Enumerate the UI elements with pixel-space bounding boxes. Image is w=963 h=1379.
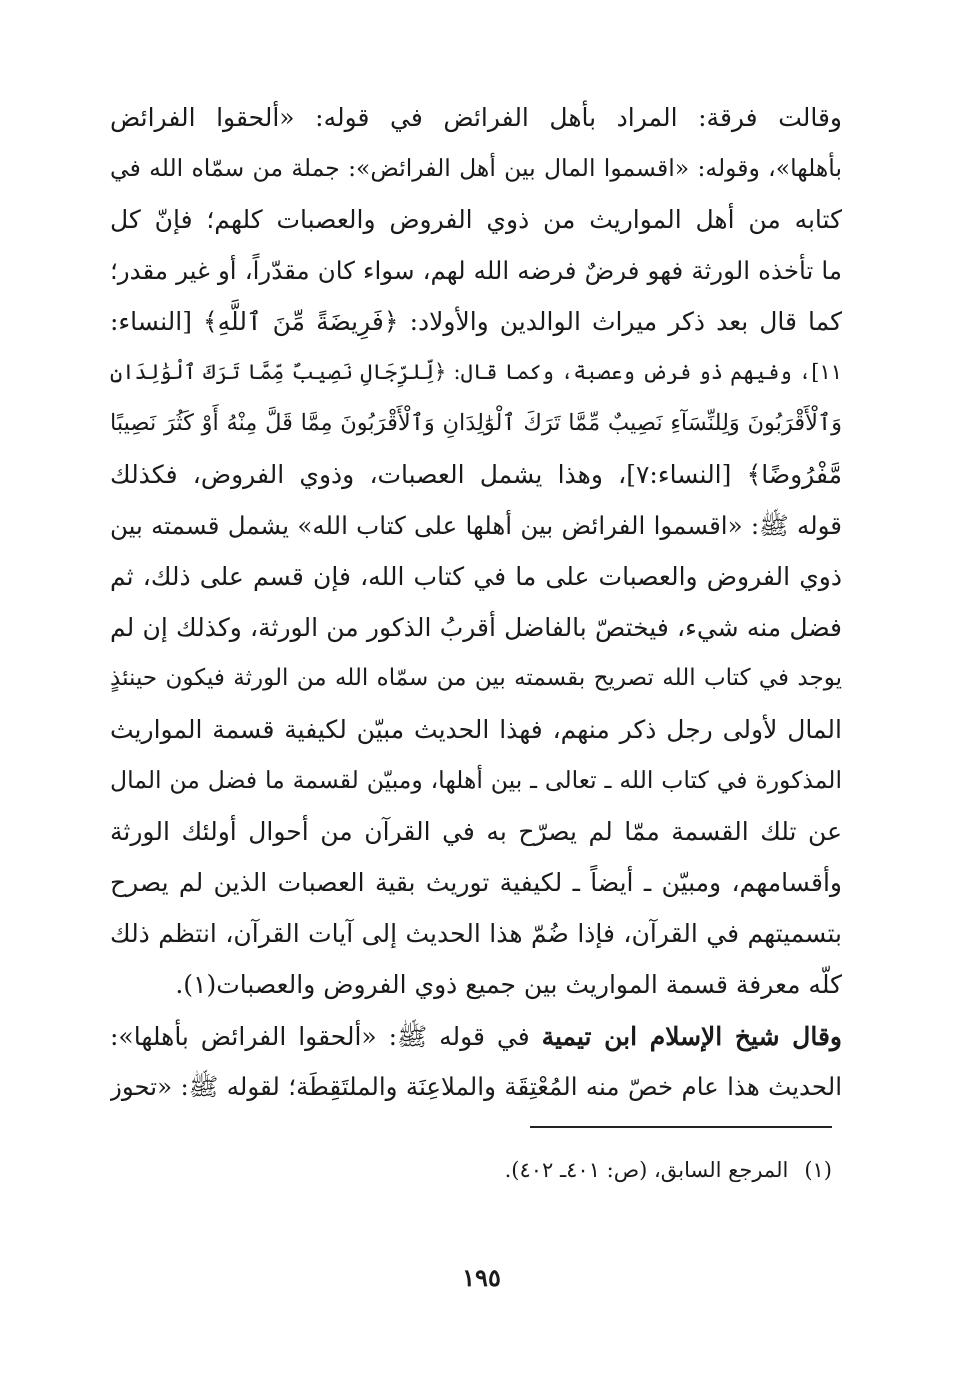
page-number: ١٩٥ (462, 1263, 501, 1292)
bold-lead-text: وقال شيخ الإسلام ابن تيمية (541, 1022, 842, 1051)
text-line: فضل منه شيء، فيختصّ بالفاضل أقربُ الذكور من الورثة، وكذلك إن لم (110, 613, 842, 642)
text-line: مَّفْرُوضًا﴾ [النساء:٧]، وهذا يشمل العصبات، وذوي الفروض، فكذلك (110, 460, 842, 489)
footnote-text: المرجع السابق، (ص: ٤٠١ـ ٤٠٢). (504, 1158, 789, 1182)
text-span: في قوله ﷺ: «ألحقوا الفرائض بأهلها»: (110, 1022, 542, 1051)
footnote-marker: (١) (804, 1158, 832, 1182)
text-line: بأهلها»، وقوله: «اقسموا المال بين أهل الفرائض»: جملة من سمّاه الله في (110, 154, 842, 182)
text-line: وقالت فرقة: المراد بأهل الفرائض في قوله: «ألحقوا الفرائض (110, 103, 842, 132)
text-line (110, 1012, 842, 1062)
text-line: الحديث هذا عام خصّ منه المُعْتِقَة والملاعِنَة والملتَقِطَة؛ لقوله ﷺ: «تحوز (110, 1072, 842, 1101)
text-line: المذكورة في كتاب الله ـ تعالى ـ بين أهلها، ومبيّن لقسمة ما فضل من المال (110, 766, 842, 794)
text-line: كلّه معرفة قسمة المواريث بين جميع ذوي الفروض والعصبات(١). (175, 970, 842, 999)
second-paragraph (110, 1012, 842, 1112)
footnote-separator (530, 1126, 832, 1128)
text-line: المال لأولى رجل ذكر منهم، فهذا الحديث مبيّن لكيفية قسمة المواريث (110, 715, 842, 744)
text-line: وأقسامهم، ومبيّن ـ أيضاً ـ لكيفية توريث بقية العصبات الذين لم يصرح (110, 868, 842, 897)
text-line: وَٱلْأَقْرَبُونَ وَلِلنِّسَآءِ نَصِيبٌ مِّمَّا تَرَكَ ٱلْوَٰلِدَانِ وَٱلْأَقْرَبُونَ مِمَّا قَلَّ مِنْهُ أَوْ كَثُرَ نَصِيبًا (110, 410, 842, 436)
footnote (232, 1150, 832, 1190)
text-line: كتابه من أهل المواريث من ذوي الفروض والعصبات كلهم؛ فإنّ كل (110, 205, 842, 234)
text-line: ما تأخذه الورثة فهو فرضٌ فرضه الله لهم، سواء كان مقدّراً، أو غير مقدر؛ (110, 256, 842, 285)
text-line: يوجد في كتاب الله تصريح بقسمته بين من سمّاه الله من الورثة فيكون حينئذٍ (110, 665, 842, 691)
main-paragraph (110, 92, 842, 1010)
text-line: ذوي الفروض والعصبات على ما في كتاب الله، فإن قسم على ذلك، ثم (110, 562, 842, 591)
text-line: كما قال بعد ذكر ميراث الوالدين والأولاد: ﴿فَرِيضَةً مِّنَ ٱللَّهِ﴾ [النساء: (110, 307, 842, 336)
text-line: بتسميتهم في القرآن، فإذا ضُمّ هذا الحديث إلى آيات القرآن، انتظم ذلك (110, 919, 842, 948)
text-line: عن تلك القسمة ممّا لم يصرّح به في القرآن من أحوال أولئك الورثة (110, 817, 842, 846)
text-line: ١١]، وفيهم ذو فرض وعصبة، وكما قال: ﴿لِّلرِّجَالِ نَصِيبٌ مِّمَّا تَرَكَ ٱلْوَٰلِدَانِ (110, 360, 842, 384)
text-line: قوله ﷺ: «اقسموا الفرائض بين أهلها على كتاب الله» يشمل قسمته بين (110, 511, 842, 540)
